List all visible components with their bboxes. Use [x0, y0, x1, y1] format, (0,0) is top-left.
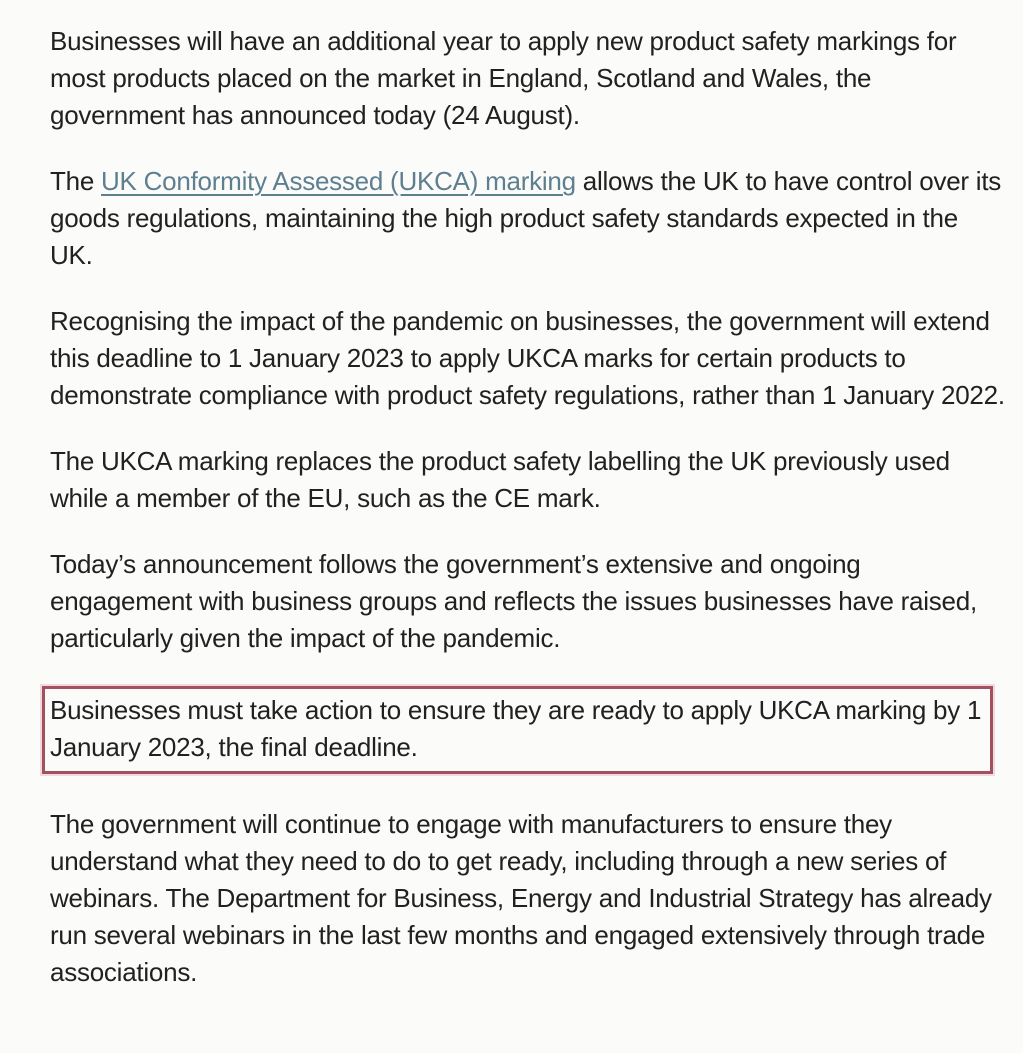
paragraph-announcement-engagement: Today’s announcement follows the government’s extensive and ongoing engagement with business groups and reflects the issues businesses have raised, particularly given the impact of the pandemic. [50, 549, 977, 653]
paragraph-webinars-trade: The government will continue to engage with manufacturers to ensure they understand what they need to do to get ready, including through a new series of webinars. The Department for Business, Energy and Industrial Strategy has already run several webinars in the last few months and engaged extensively through trade associations. [50, 809, 992, 987]
paragraph-ukca-link-before: The [50, 166, 102, 196]
ukca-marking-link[interactable]: UK Conformity Assessed (UKCA) marking [101, 166, 576, 196]
paragraph-ukca-link-after: allows the UK to have control over its goods regulations, maintaining the high product safety standards expected in the UK. [50, 166, 1002, 270]
paragraph-ukca-link [50, 163, 1007, 274]
paragraph-deadline-extension: Recognising the impact of the pandemic on businesses, the government will extend this deadline to 1 January 2023 to apply UKCA marks for certain products to demonstrate compliance with product safety regulations, rather than 1 January 2022. [50, 306, 1005, 410]
paragraph-intro: Businesses will have an additional year to apply new product safety markings for most products placed on the market in England, Scotland and Wales, the government has announced today (24 August). [50, 26, 957, 130]
paragraph-ce-mark: The UKCA marking replaces the product safety labelling the UK previously used while a member of the EU, such as the CE mark. [50, 446, 950, 513]
highlighted-deadline-paragraph: Businesses must take action to ensure they are ready to apply UKCA marking by 1 January 2023, the final deadline. [42, 686, 993, 774]
